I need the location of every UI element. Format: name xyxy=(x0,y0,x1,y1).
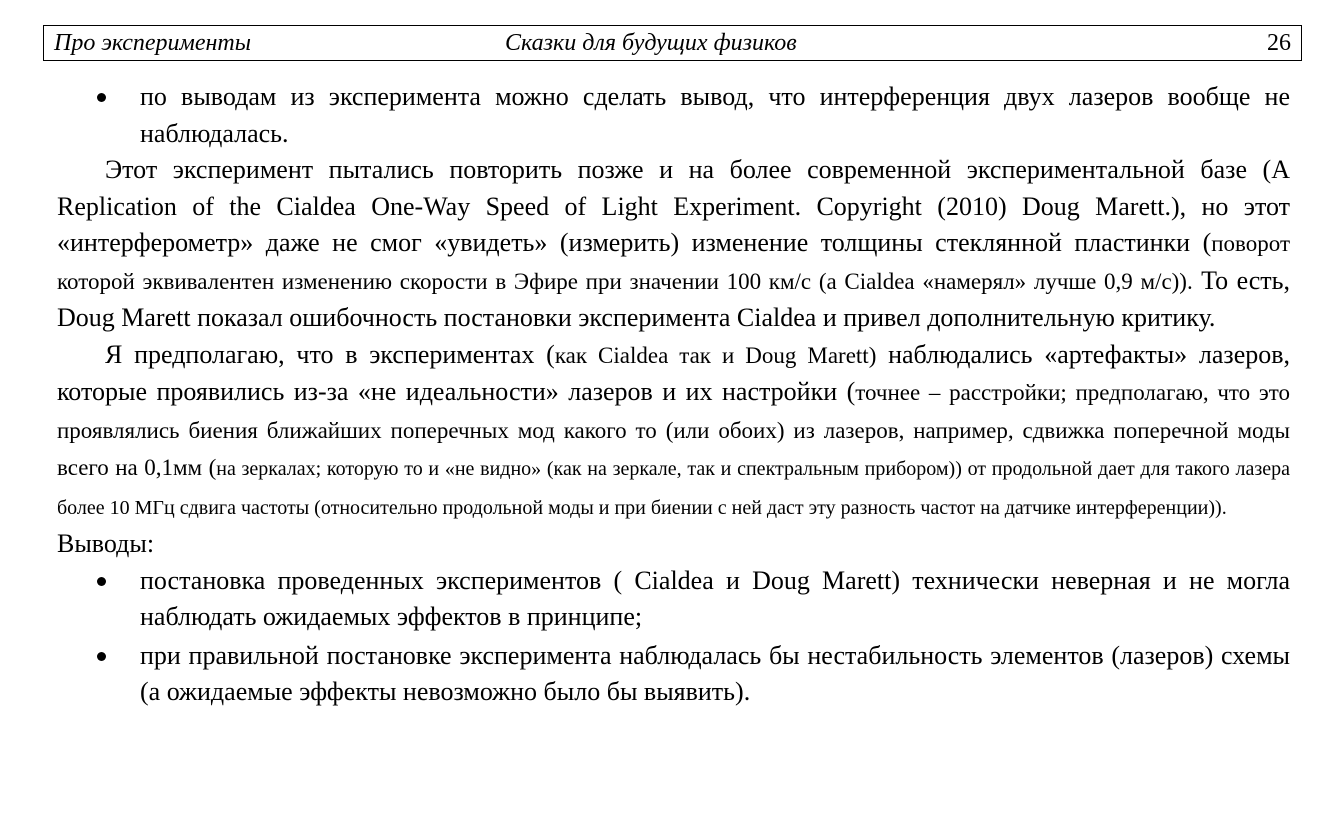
header-book-title: Сказки для будущих физиков xyxy=(505,30,797,56)
page-number: 26 xyxy=(1267,30,1291,56)
bullet-icon xyxy=(97,577,106,586)
paragraph-text-small: как Cialdea так и Doug Marett) xyxy=(554,342,877,368)
conclusions-heading: Выводы: xyxy=(57,529,155,558)
running-header xyxy=(43,25,1302,61)
bullet-icon xyxy=(97,93,106,102)
bullet-item-top xyxy=(57,79,1290,152)
paragraph-replication xyxy=(57,152,1290,337)
bullet-text: по выводам из эксперимента можно сделать вывод, что интерференция двух лазеров вообще не наблюдалась. xyxy=(140,82,1290,148)
paragraph-text: Я предполагаю, что в экспериментах ( xyxy=(105,339,555,369)
page-body xyxy=(57,79,1290,711)
paragraph-text-smaller: относительно продольной моды и при биении с ней даст эту разность частот на датчике интерференции)). xyxy=(320,496,1227,519)
bullet-item-conclusion-1 xyxy=(57,563,1290,636)
header-section-title: Про эксперименты xyxy=(54,30,251,56)
bullet-text: постановка проведенных экспериментов ( Cialdea и Doug Marett) технически неверная и не могла наблюдать ожидаемых эффектов в принципе; xyxy=(140,565,1290,631)
paragraph-text-smaller: на зеркалах; которую то и «не видно» (как на зеркале, так и спектральным прибором)) от продольной дает для такого лазера более 10 МГц сдвига частоты ( xyxy=(57,458,1290,519)
paragraph-assumption xyxy=(57,337,1290,527)
bullet-icon xyxy=(97,652,106,661)
paragraph-text: То есть, Doug Marett показал ошибочность постановки эксперимента Cialdea и привел дополнительную критику. xyxy=(57,265,1291,332)
paragraph-text-small: точнее – расстройки; предполагаю, что это проявлялись биения ближайших поперечных мод какого то (или обоих) из лазеров, например, сдвижка поперечной моды всего на 0,1мм ( xyxy=(57,380,1290,480)
bullet-text: при правильной постановке эксперимента наблюдалась бы нестабильность элементов (лазеров) схемы (а ожидаемые эффекты невозможно было бы выявить). xyxy=(140,640,1290,706)
paragraph-text-small: поворот которой эквивалентен изменению скорости в Эфире при значении 100 км/с (а Cialdea «намерял» лучше 0,9 м/с)). xyxy=(57,231,1290,294)
paragraph-text: Этот эксперимент пытались повторить позже и на более современной экспериментальной базе (A Replication of the Cialdea One-Way Speed of Light Experiment. Copyright (2010) Doug Marett.), но этот «интерферометр» даже не смог «увидеть» (измерить) изменение толщины стеклянной пластинки ( xyxy=(57,155,1290,257)
bullet-item-conclusion-2 xyxy=(57,638,1290,711)
paragraph-text: наблюдались «артефакты» лазеров, которые проявились из-за «не идеальности» лазеров и их настройки ( xyxy=(57,339,1291,406)
